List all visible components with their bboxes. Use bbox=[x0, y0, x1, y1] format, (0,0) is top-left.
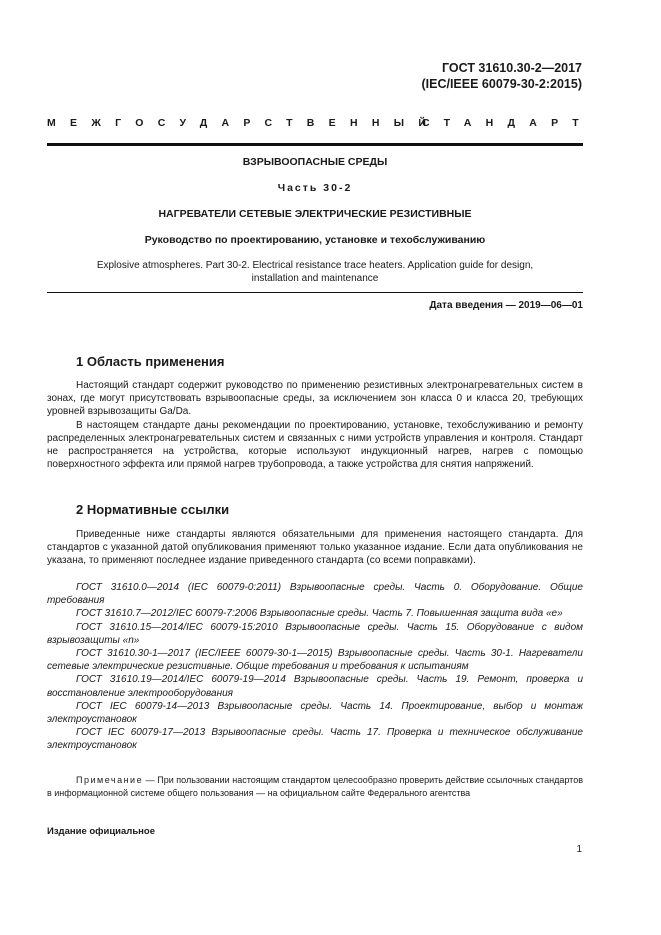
standard-code bbox=[421, 60, 582, 92]
reference-item: ГОСТ 31610.0—2014 (IEC 60079-0:2011) Взрывоопасные среды. Часть 0. Оборудование. Общие требования bbox=[47, 582, 583, 607]
note-text: — При пользовании настоящим стандартом целесообразно проверить действие ссылочных стандартов в информационной системе общего пользования — на официальном сайте Федерального агентства bbox=[47, 775, 583, 798]
official-edition-label: Издание официальное bbox=[47, 826, 155, 837]
standard-code-line2: (IEC/IEEE 60079-30-2:2015) bbox=[421, 77, 582, 91]
reference-list bbox=[47, 581, 583, 753]
section-2-paragraph-1: Приведенные ниже стандарты являются обязательными для применения настоящего стандарта. Для стандартов с указанной датой опубликования применяют только указанное издание. Если дата опубликования не указана, то применяют последнее издание приведенного стандарта (со всеми поправками). bbox=[47, 529, 583, 567]
reference-item: ГОСТ IEC 60079-14—2013 Взрывоопасные среды. Часть 14. Проектирование, выбор и монтаж электроустановок bbox=[47, 700, 583, 726]
reference-item: ГОСТ IEC 60079-17—2013 Взрывоопасные среды. Часть 17. Проверка и техническое обслуживание электроустановок bbox=[47, 727, 583, 752]
english-title bbox=[80, 259, 550, 285]
section-1-body bbox=[47, 379, 583, 471]
title-divider-thin bbox=[47, 292, 583, 293]
document-title: ВЗРЫВООПАСНЫЕ СРЕДЫ bbox=[242, 156, 388, 168]
page-number: 1 bbox=[576, 844, 582, 855]
section-2-intro bbox=[47, 528, 583, 568]
document-guide-title: Руководство по проектированию, установке и техобслуживанию bbox=[144, 234, 486, 246]
banner-word-interstate: МЕЖГОСУДАРСТВЕННЫЙ bbox=[47, 117, 441, 129]
standard-code-line1: ГОСТ 31610.30-2—2017 bbox=[441, 61, 582, 75]
english-title-line1: Explosive atmospheres. Part 30-2. Electrical resistance trace heaters. Application guide for design, bbox=[96, 260, 534, 271]
reference-item: ГОСТ 31610.30-1—2017 (IEC/IEEE 60079-30-1—2015) Взрывоопасные среды. Часть 30-1. Нагреватели сетевые электрические резистивные. Общие требования и требования к испытаниям bbox=[47, 648, 583, 673]
title-divider-thick bbox=[47, 143, 583, 146]
reference-item: ГОСТ 31610.19—2014/IEC 60079-19—2014 Взрывоопасные среды. Часть 19. Ремонт, проверка и восстановление электрооборудования bbox=[47, 674, 583, 699]
introduction-date: Дата введения — 2019—06—01 bbox=[429, 300, 583, 311]
section-1-paragraph-2: В настоящем стандарте даны рекомендации по проектированию, установке, техобслуживанию и ремонту распределенных электронагревательных систем и связанных с ними устройств управления и контроля. Стандарт не распространяется на устройства, которые используют индукционный нагрев, нагрев с помощью поверхностного эффекта или прямой нагрев трубопровода, а также устройства для снятия напряжений. bbox=[47, 419, 583, 471]
note-paragraph bbox=[47, 774, 583, 799]
document-part: Часть 30-2 bbox=[277, 182, 353, 194]
note-lead: Примечание bbox=[76, 775, 144, 785]
reference-item: ГОСТ 31610.7—2012/IEC 60079-7:2006 Взрывоопасные среды. Часть 7. Повышенная защита вида «е» bbox=[76, 608, 563, 620]
section-1-heading: 1 Область применения bbox=[76, 354, 225, 369]
document-subtitle: НАГРЕВАТЕЛИ СЕТЕВЫЕ ЭЛЕКТРИЧЕСКИЕ РЕЗИСТИВНЫЕ bbox=[158, 208, 472, 220]
english-title-line2: installation and maintenance bbox=[251, 273, 379, 284]
reference-item: ГОСТ 31610.15—2014/IEC 60079-15:2010 Взрывоопасные среды. Часть 15. Оборудование с видом взрывозащиты «n» bbox=[47, 621, 583, 646]
section-2-heading: 2 Нормативные ссылки bbox=[76, 502, 230, 517]
banner-word-standard: СТАНДАРТ bbox=[422, 117, 593, 129]
section-1-paragraph-1: Настоящий стандарт содержит руководство по применению резистивных электронагревательных систем в зонах, где могут присутствовать взрывоопасные среды, за исключением зон класса 0 и класса 20, требующих уровней взрывозащиты Ga/Da. bbox=[47, 380, 583, 418]
note-block bbox=[47, 774, 583, 799]
